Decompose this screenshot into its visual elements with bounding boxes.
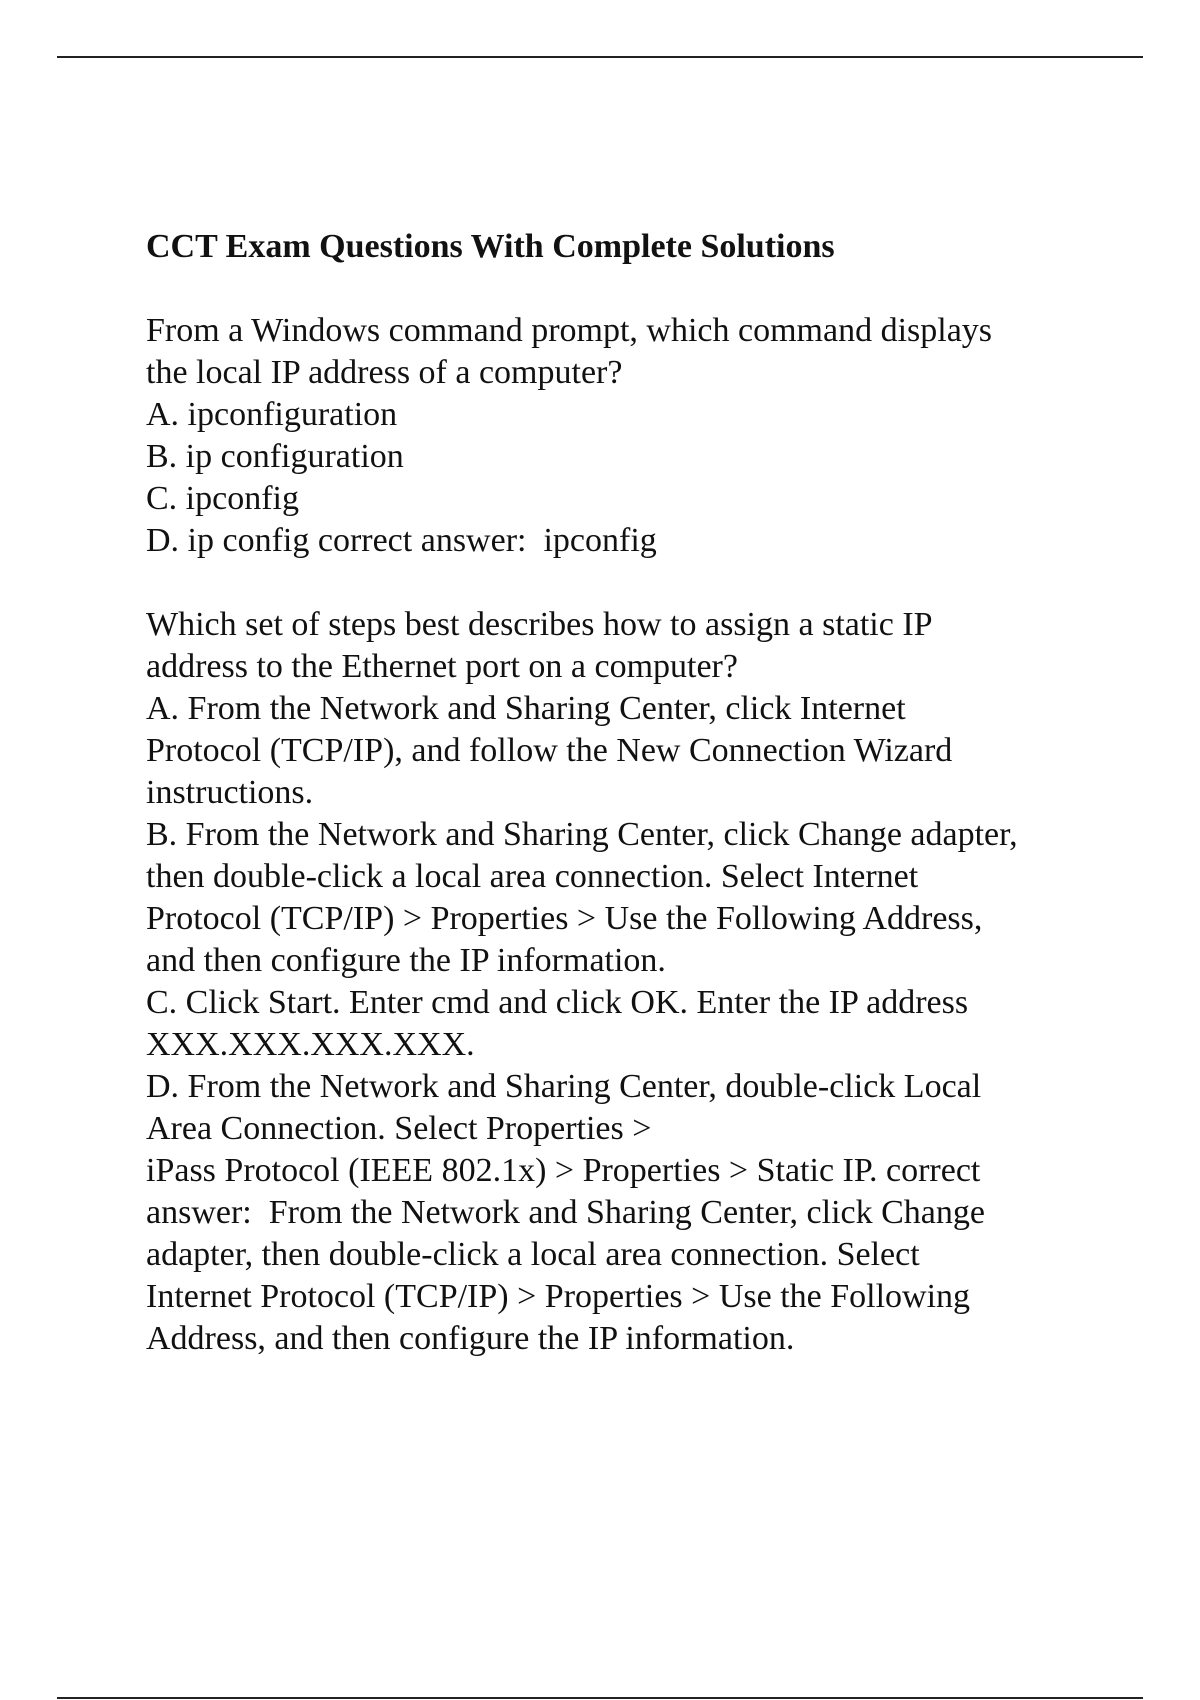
question-2 xyxy=(146,604,1106,1360)
question-2-option-b: B. From the Network and Sharing Center, click Change adapter, xyxy=(146,816,1018,853)
question-2-option-c: C. Click Start. Enter cmd and click OK. Enter the IP address xyxy=(146,984,969,1021)
question-1-option-b: B. ip configuration xyxy=(146,438,404,475)
question-2-answer: Internet Protocol (TCP/IP) > Properties > Use the Following xyxy=(146,1278,971,1315)
question-2-line: and then configure the IP information. xyxy=(146,942,666,979)
question-1-option-a: A. ipconfiguration xyxy=(146,396,398,433)
document-title: CCT Exam Questions With Complete Solutions xyxy=(146,228,835,265)
question-2-answer: Address, and then configure the IP information. xyxy=(146,1320,795,1357)
top-rule xyxy=(57,56,1143,58)
question-1-line: the local IP address of a computer? xyxy=(146,354,623,391)
question-2-option-d: D. From the Network and Sharing Center, double-click Local xyxy=(146,1068,982,1105)
question-2-answer: adapter, then double-click a local area connection. Select xyxy=(146,1236,920,1273)
question-1 xyxy=(146,310,1106,562)
question-2-line: Protocol (TCP/IP) > Properties > Use the Following Address, xyxy=(146,900,983,937)
bottom-rule xyxy=(57,1697,1143,1699)
question-2-option-a: A. From the Network and Sharing Center, click Internet xyxy=(146,690,906,727)
question-2-line: iPass Protocol (IEEE 802.1x) > Properties > Static IP. correct xyxy=(146,1152,981,1189)
question-2-answer: answer: From the Network and Sharing Center, click Change xyxy=(146,1194,985,1231)
question-2-line: Protocol (TCP/IP), and follow the New Connection Wizard xyxy=(146,732,953,769)
document-body xyxy=(146,226,1106,1402)
question-1-line: From a Windows command prompt, which command displays xyxy=(146,312,993,349)
question-2-line: Area Connection. Select Properties > xyxy=(146,1110,652,1147)
question-2-line: address to the Ethernet port on a computer? xyxy=(146,648,738,685)
question-1-option-d-answer: D. ip config correct answer: ipconfig xyxy=(146,522,657,559)
question-2-line: XXX.XXX.XXX.XXX. xyxy=(146,1026,475,1063)
question-2-line: Which set of steps best describes how to assign a static IP xyxy=(146,606,933,643)
question-1-option-c: C. ipconfig xyxy=(146,480,299,517)
question-2-line: instructions. xyxy=(146,774,314,811)
question-2-line: then double-click a local area connection. Select Internet xyxy=(146,858,919,895)
